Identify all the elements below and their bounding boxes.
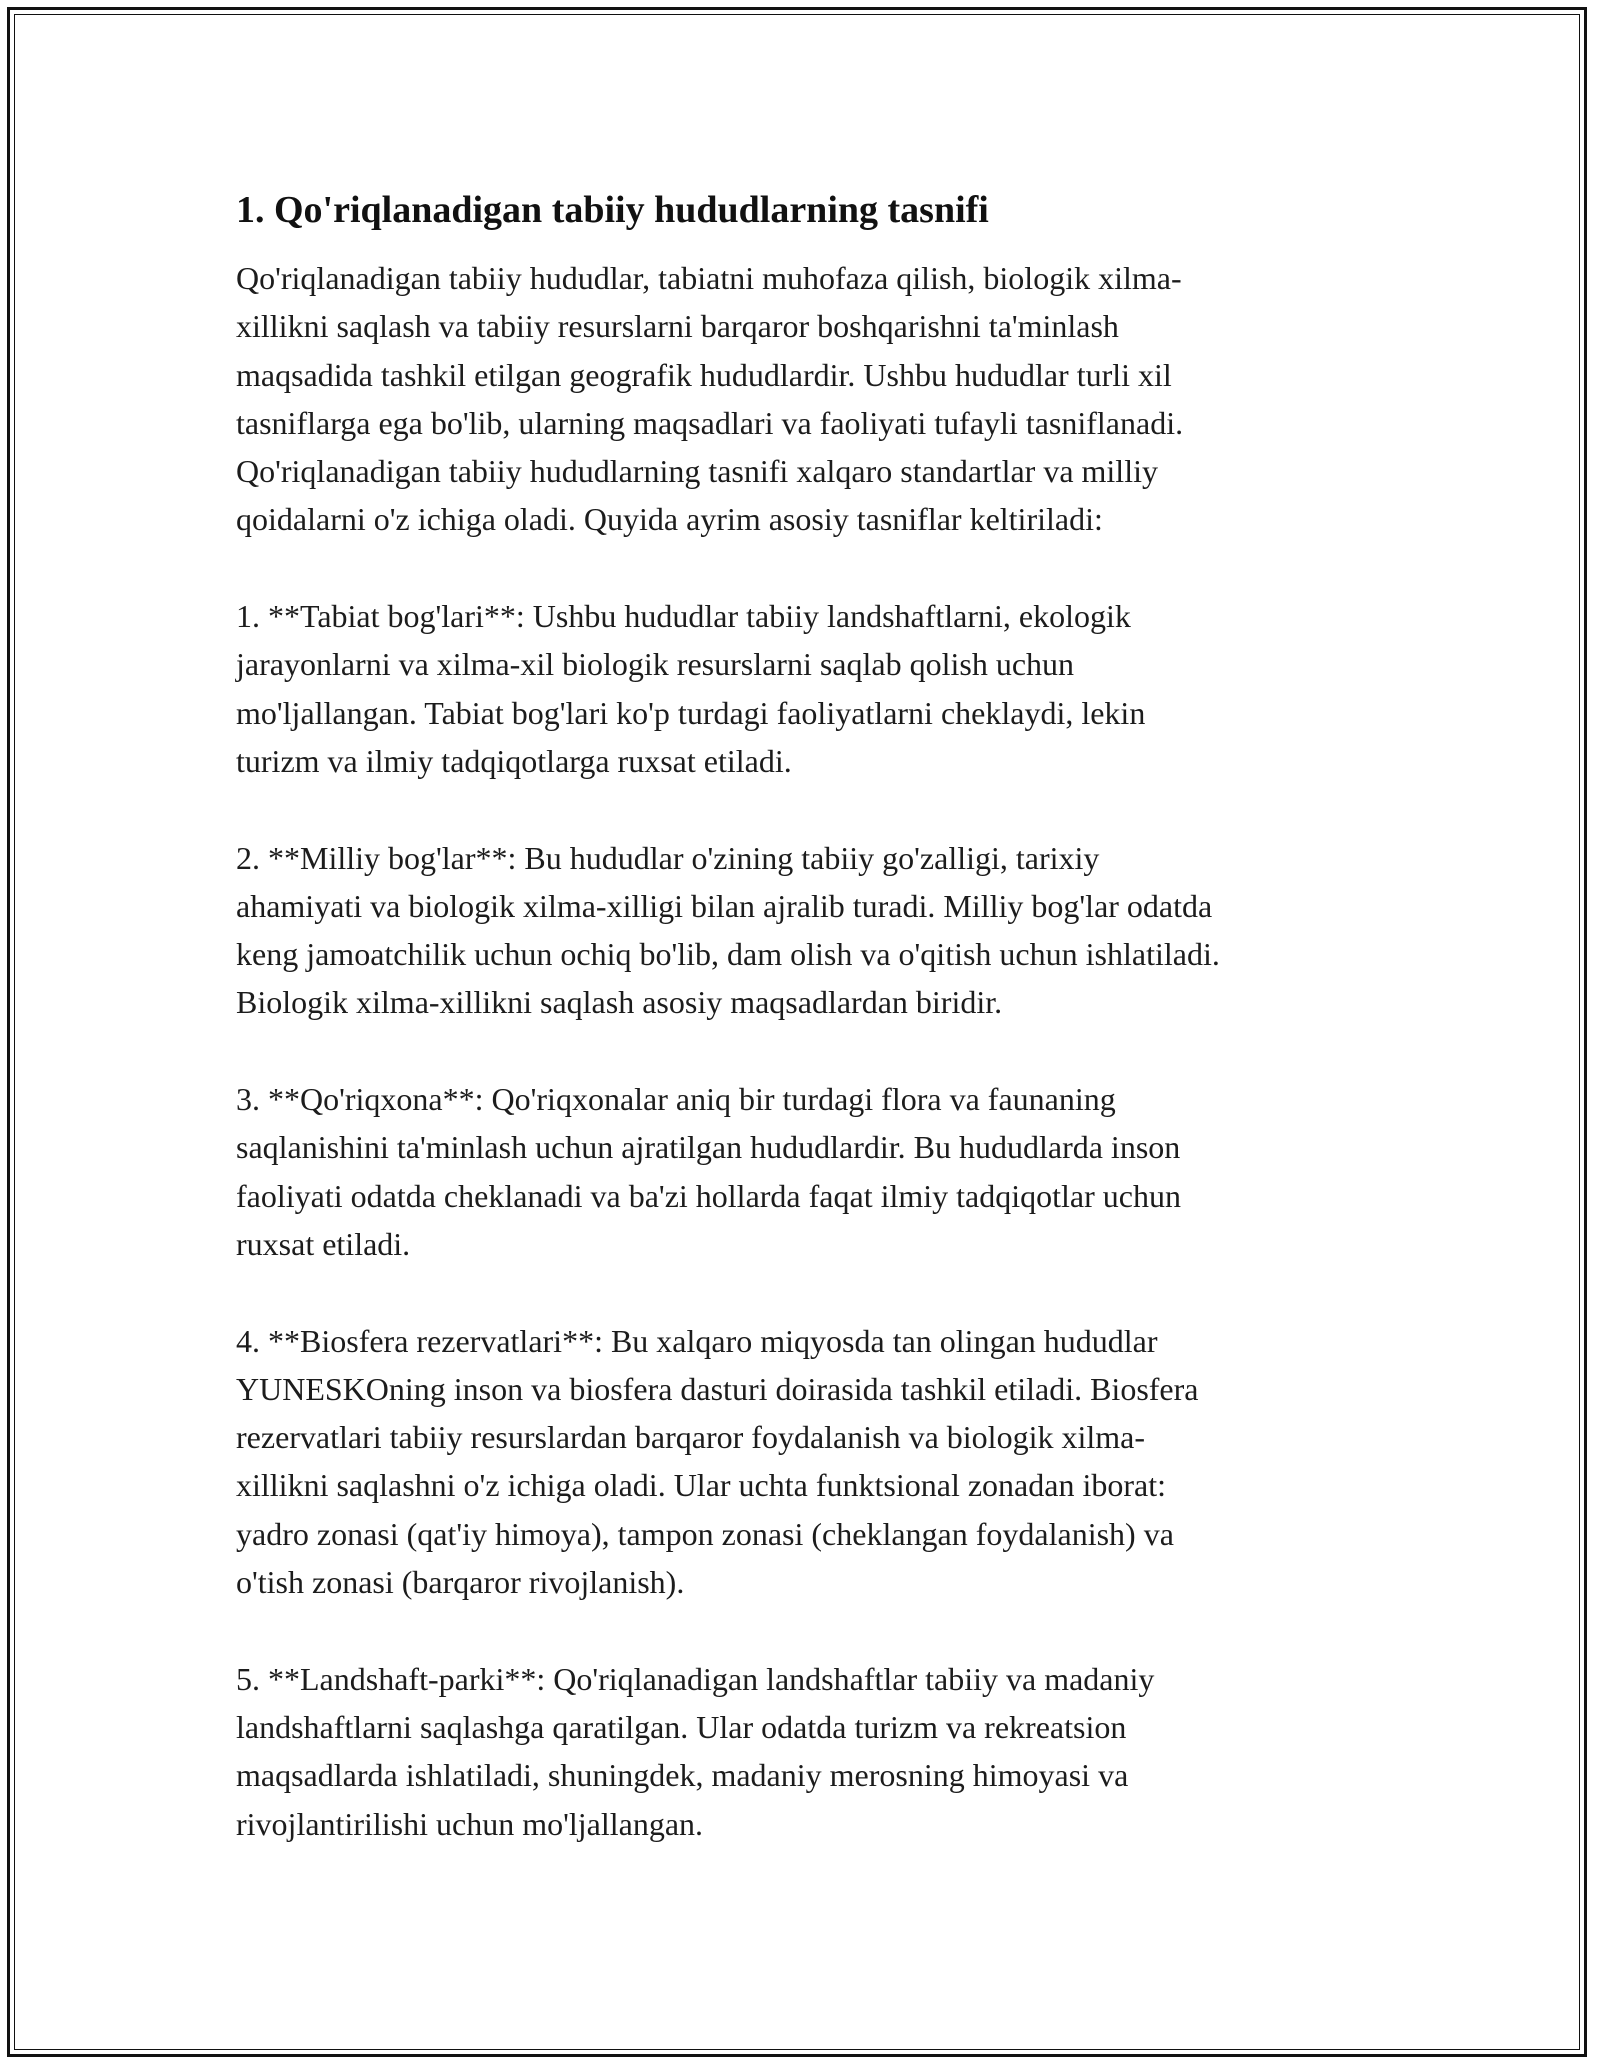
paragraph-line: 5. **Landshaft-parki**: Qo'riqlanadigan landshaftlar tabiiy va madaniy [236, 1660, 1155, 1697]
paragraph-line: keng jamoatchilik uchun ochiq bo'lib, dam olish va o'qitish uchun ishlatiladi. [236, 936, 1220, 973]
classification-item-1 [236, 592, 1416, 785]
classification-item-5 [236, 1655, 1416, 1848]
paragraph-line: rivojlantirilishi uchun mo'ljallangan. [236, 1805, 704, 1842]
paragraph-line: 4. **Biosfera rezervatlari**: Bu xalqaro miqyosda tan olingan hududlar [236, 1322, 1158, 1359]
paragraph-line: ruxsat etiladi. [236, 1225, 411, 1262]
paragraph-line: landshaftlarni saqlashga qaratilgan. Ular odatda turizm va rekreatsion [236, 1708, 1127, 1745]
paragraph-line: faoliyati odatda cheklanadi va ba'zi hollarda faqat ilmiy tadqiqotlar uchun [236, 1177, 1181, 1214]
classification-item-4 [236, 1317, 1416, 1607]
paragraph-line: 3. **Qo'riqxona**: Qo'riqxonalar aniq bir turdagi flora va faunaning [236, 1081, 1116, 1118]
paragraph-line: 2. **Milliy bog'lar**: Bu hududlar o'zining tabiiy go'zalligi, tarixiy [236, 839, 1100, 876]
paragraph-line: 1. **Tabiat bog'lari**: Ushbu hududlar tabiiy landshaftlarni, ekologik [236, 598, 1131, 635]
paragraph-line: turizm va ilmiy tadqiqotlarga ruxsat etiladi. [236, 742, 792, 779]
paragraph-line: maqsadida tashkil etilgan geografik hududlardir. Ushbu hududlar turli xil [236, 356, 1172, 393]
paragraph-line: xillikni saqlashni o'z ichiga oladi. Ular uchta funktsional zonadan iborat: [236, 1467, 1166, 1504]
paragraph-line: YUNESKOning inson va biosfera dasturi doirasida tashkil etiladi. Biosfera [236, 1370, 1199, 1407]
document-body [236, 186, 1416, 1896]
paragraph-line: ahamiyati va biologik xilma-xilligi bilan ajralib turadi. Milliy bog'lar odatda [236, 887, 1213, 924]
paragraph-line: jarayonlarni va xilma-xil biologik resurslarni saqlab qolish uchun [236, 646, 1075, 683]
paragraph-line: rezervatlari tabiiy resurslardan barqaror foydalanish va biologik xilma- [236, 1419, 1145, 1456]
paragraph-list [236, 254, 1416, 1848]
paragraph-line: Qo'riqlanadigan tabiiy hududlar, tabiatni muhofaza qilish, biologik xilma- [236, 260, 1182, 296]
paragraph-line: maqsadlarda ishlatiladi, shuningdek, madaniy merosning himoyasi va [236, 1757, 1129, 1794]
paragraph-line: saqlanishini ta'minlash uchun ajratilgan hududlardir. Bu hududlarda inson [236, 1129, 1181, 1166]
paragraph-line: qoidalarni o'z ichiga oladi. Quyida ayrim asosiy tasniflar keltiriladi: [236, 501, 1103, 538]
paragraph-line: yadro zonasi (qat'iy himoya), tampon zonasi (cheklangan foydalanish) va [236, 1515, 1174, 1552]
classification-item-2 [236, 834, 1416, 1027]
paragraph-line: Qo'riqlanadigan tabiiy hududlarning tasnifi xalqaro standartlar va milliy [236, 453, 1158, 490]
paragraph-line: xillikni saqlash va tabiiy resurslarni barqaror boshqarishni ta'minlash [236, 308, 1119, 345]
paragraph-line: tasniflarga ega bo'lib, ularning maqsadlari va faoliyati tufayli tasniflanadi. [236, 404, 1184, 441]
document-title: 1. Qo'riqlanadigan tabiiy hududlarning tasnifi [236, 189, 989, 231]
paragraph-line: Biologik xilma-xillikni saqlash asosiy maqsadlardan biridir. [236, 984, 1003, 1021]
intro-paragraph [236, 254, 1416, 544]
classification-item-3 [236, 1075, 1416, 1268]
paragraph-line: o'tish zonasi (barqaror rivojlanish). [236, 1564, 685, 1601]
paragraph-line: mo'ljallangan. Tabiat bog'lari ko'p turdagi faoliyatlarni cheklaydi, lekin [236, 694, 1146, 731]
